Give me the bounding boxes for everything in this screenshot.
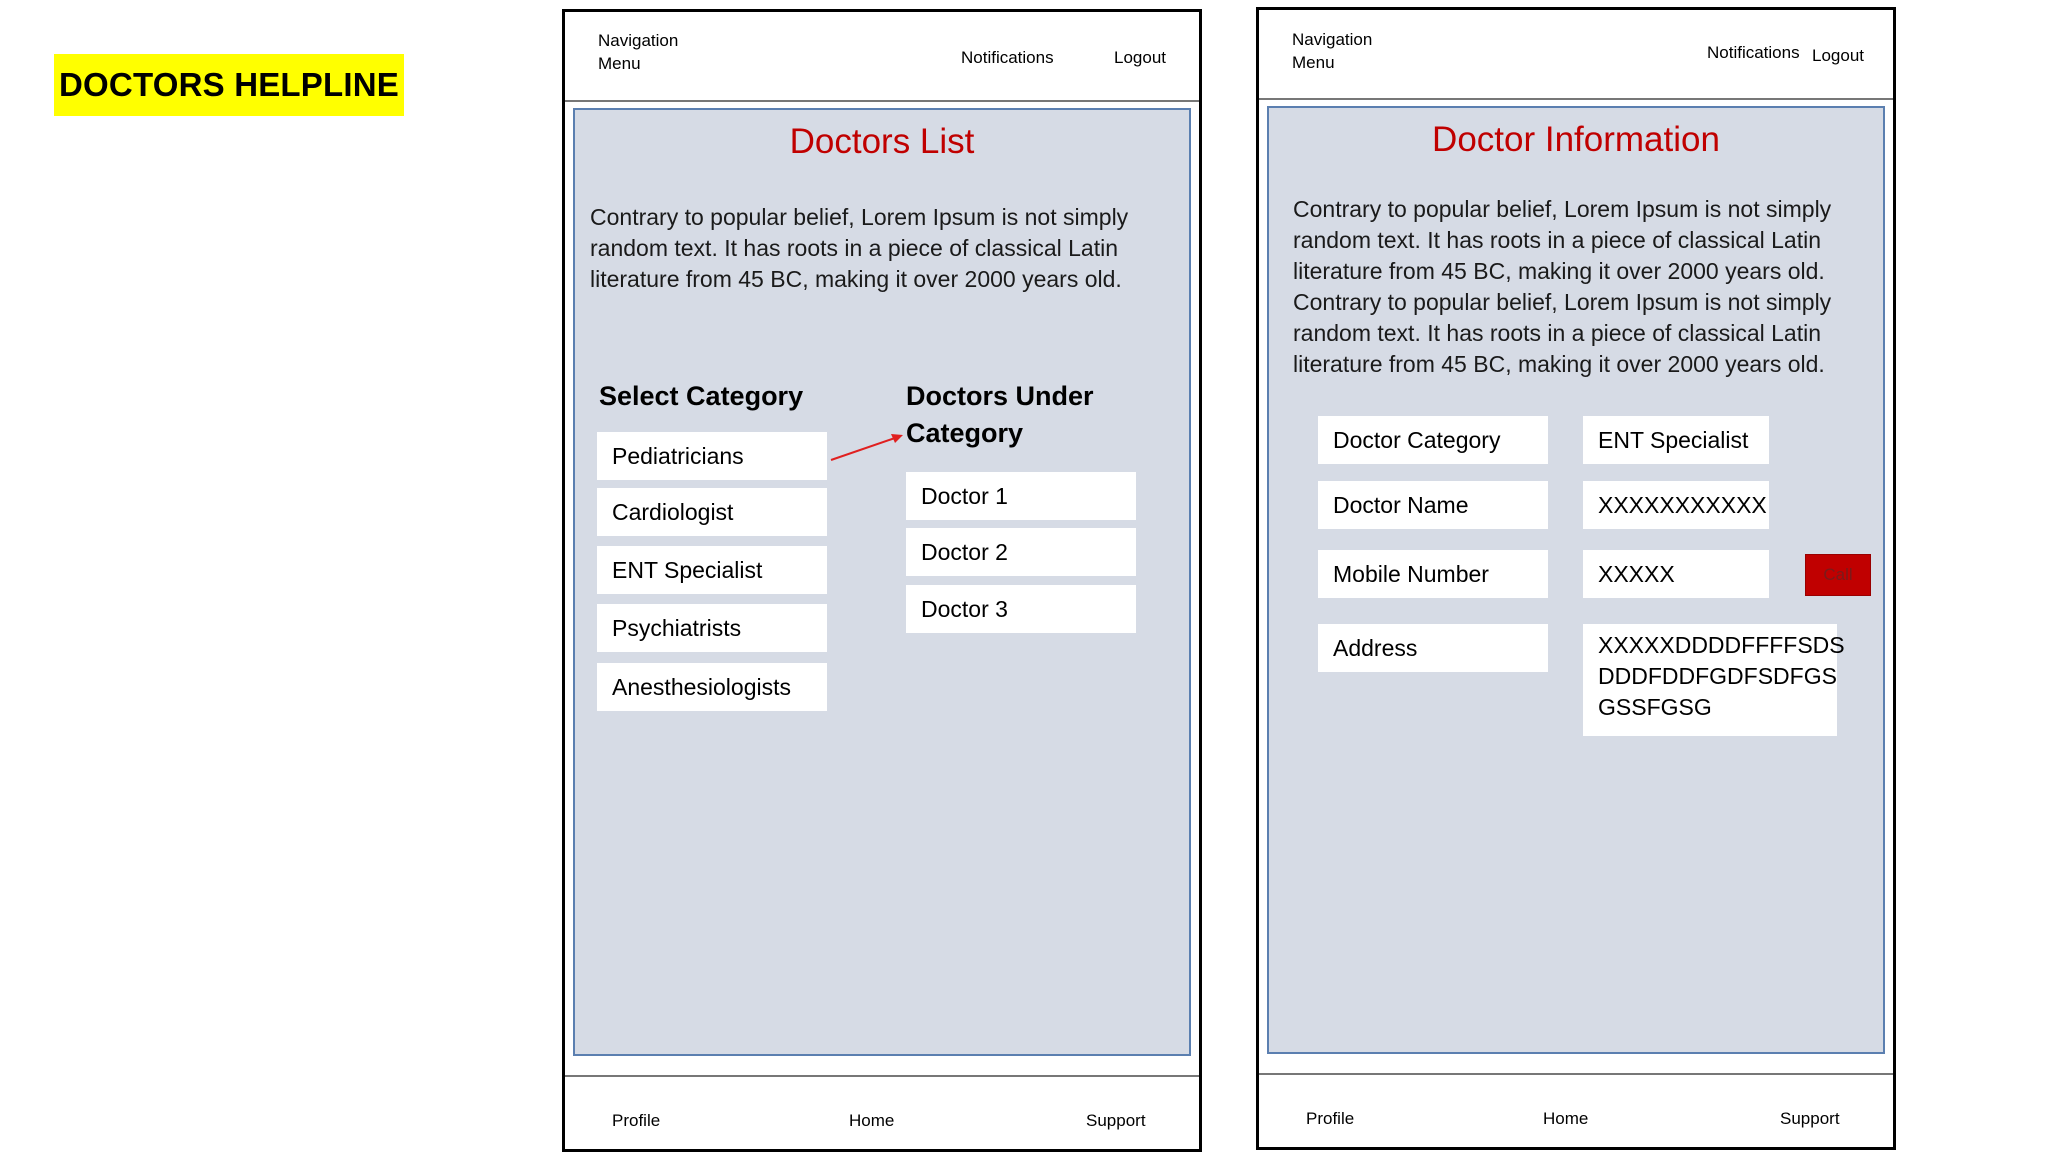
doctor-item[interactable]: Doctor 3 <box>906 585 1136 633</box>
page-title: Doctor Information <box>1432 120 1720 159</box>
notifications-link[interactable]: Notifications <box>1707 43 1800 62</box>
doctors-under-category-heading: Doctors Under Category <box>906 381 1094 448</box>
doctor-name-label: Doctor Name <box>1318 481 1548 529</box>
home-link[interactable]: Home <box>1543 1109 1589 1128</box>
doctor-category-label: Doctor Category <box>1318 416 1548 464</box>
category-item[interactable]: Cardiologist <box>597 488 827 536</box>
top-bar <box>565 12 1199 102</box>
doctor-name-value: XXXXXXXXXXX <box>1583 481 1769 529</box>
description-text: Contrary to popular belief, Lorem Ipsum is not simply random text. It has roots in a piece of classical Latin literature from 45 BC, making it over 2000 years old. <box>590 204 1129 292</box>
support-link[interactable]: Support <box>1086 1111 1146 1130</box>
notifications-link[interactable]: Notifications <box>961 48 1054 67</box>
call-button[interactable]: Call <box>1805 554 1871 596</box>
profile-link[interactable]: Profile <box>612 1111 661 1130</box>
doctor-item[interactable]: Doctor 1 <box>906 472 1136 520</box>
address-value: XXXXXDDDDFFFFSDS DDDFDDFGDFSDFGS GSSFGSG <box>1583 624 1837 736</box>
select-category-heading: Select Category <box>599 381 804 411</box>
logout-link[interactable]: Logout <box>1114 48 1166 67</box>
app-title-badge: DOCTORS HELPLINE <box>54 54 404 116</box>
navigation-menu[interactable]: Navigation Menu <box>1292 30 1373 72</box>
doctors-list-content <box>573 108 1191 1056</box>
support-link[interactable]: Support <box>1780 1109 1840 1128</box>
category-item[interactable]: Anesthesiologists <box>597 663 827 711</box>
doctor-information-content <box>1267 106 1885 1054</box>
top-bar <box>1259 10 1893 100</box>
address-label: Address <box>1318 624 1548 672</box>
doctors-list-screen <box>562 9 1202 1152</box>
home-link[interactable]: Home <box>849 1111 895 1130</box>
arrow-icon <box>829 426 909 466</box>
profile-link[interactable]: Profile <box>1306 1109 1355 1128</box>
doctor-information-screen <box>1256 7 1896 1150</box>
doctor-item[interactable]: Doctor 2 <box>906 528 1136 576</box>
description-text: Contrary to popular belief, Lorem Ipsum is not simply random text. It has roots in a piece of classical Latin literature from 45 BC, making it over 2000 years old. Contrary to popular belief, Lorem Ipsum is not simply random text. It has roots in a piece of classical Latin literature from 45 BC, making it over 2000 years old. <box>1293 196 1832 377</box>
mobile-number-value: XXXXX <box>1583 550 1769 598</box>
logout-link[interactable]: Logout <box>1812 46 1864 65</box>
category-item[interactable]: ENT Specialist <box>597 546 827 594</box>
page-title: Doctors List <box>789 122 975 161</box>
doctor-category-value: ENT Specialist <box>1583 416 1769 464</box>
navigation-menu[interactable]: Navigation Menu <box>598 31 679 73</box>
category-item[interactable]: Pediatricians <box>597 432 827 480</box>
category-item[interactable]: Psychiatrists <box>597 604 827 652</box>
bottom-nav <box>565 1075 1199 1155</box>
bottom-nav <box>1259 1073 1893 1153</box>
mobile-number-label: Mobile Number <box>1318 550 1548 598</box>
